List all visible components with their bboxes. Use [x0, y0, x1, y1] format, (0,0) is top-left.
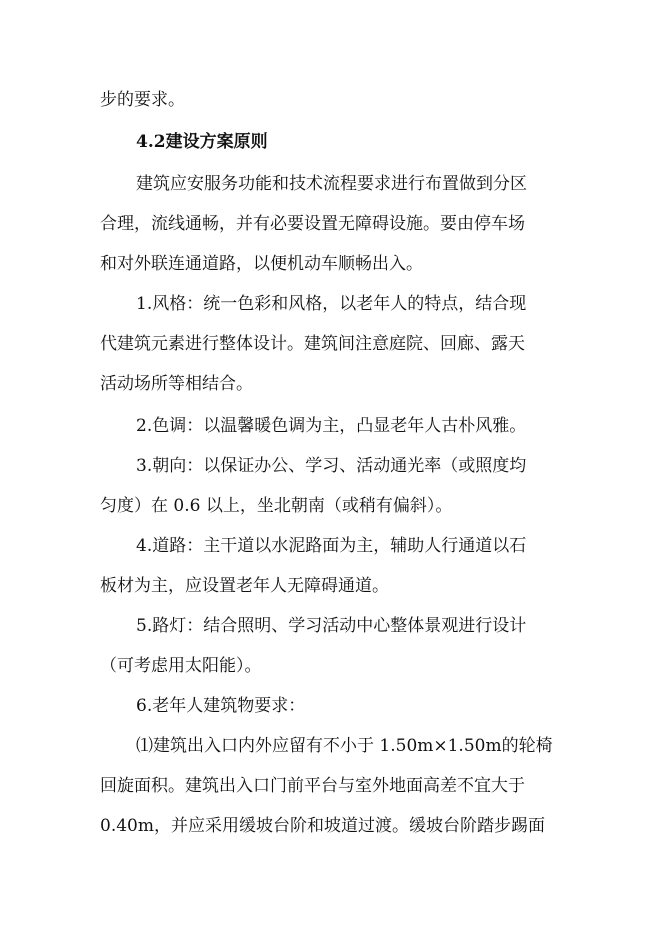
item-style-line-2: 代建筑元素进行整体设计。建筑间注意庭院、回廊、露天: [100, 334, 525, 354]
item-streetlight-line-1: 5.路灯：结合照明、学习活动中心整体景观进行设计: [136, 616, 527, 636]
item-style-line-1: 1.风格：统一色彩和风格，以老年人的特点，结合现: [136, 294, 527, 314]
subitem-1-line-1: ⑴建筑出入口内外应留有不小于 1.50m×1.50m的轮椅: [136, 736, 553, 756]
item-orientation-line-1: 3.朝向：以保证办公、学习、活动通光率（或照度均: [136, 456, 527, 476]
item-road-line-1: 4.道路：主干道以水泥路面为主，辅助人行通道以石: [136, 536, 527, 556]
paragraph-intro-line-3: 和对外联连通道路，以便机动车顺畅出入。: [100, 254, 423, 274]
subitem-1-line-2: 回旋面积。建筑出入口门前平台与室外地面高差不宜大于: [100, 776, 525, 796]
item-building-requirements: 6.老年人建筑物要求：: [136, 696, 306, 716]
item-style-line-3: 活动场所等相结合。: [100, 374, 253, 394]
item-orientation-line-2: 匀度）在 0.6 以上，坐北朝南（或稍有偏斜）。: [100, 496, 453, 516]
paragraph-intro-line-1: 建筑应安服务功能和技术流程要求进行布置做到分区: [136, 174, 527, 194]
subitem-1-line-3: 0.40m，并应采用缓坡台阶和坡道过渡。缓坡台阶踏步踢面: [100, 816, 545, 836]
text-line-continuation: 步的要求。: [100, 90, 185, 110]
item-color-tone: 2.色调：以温馨暖色调为主，凸显老年人古朴风雅。: [136, 416, 527, 436]
section-heading-4-2: 4.2建设方案原则: [136, 132, 268, 152]
item-road-line-2: 板材为主，应设置老年人无障碍通道。: [100, 576, 389, 596]
paragraph-intro-line-2: 合理，流线通畅，并有必要设置无障碍设施。要由停车场: [100, 214, 525, 234]
item-streetlight-line-2: （可考虑用太阳能）。: [100, 656, 262, 676]
